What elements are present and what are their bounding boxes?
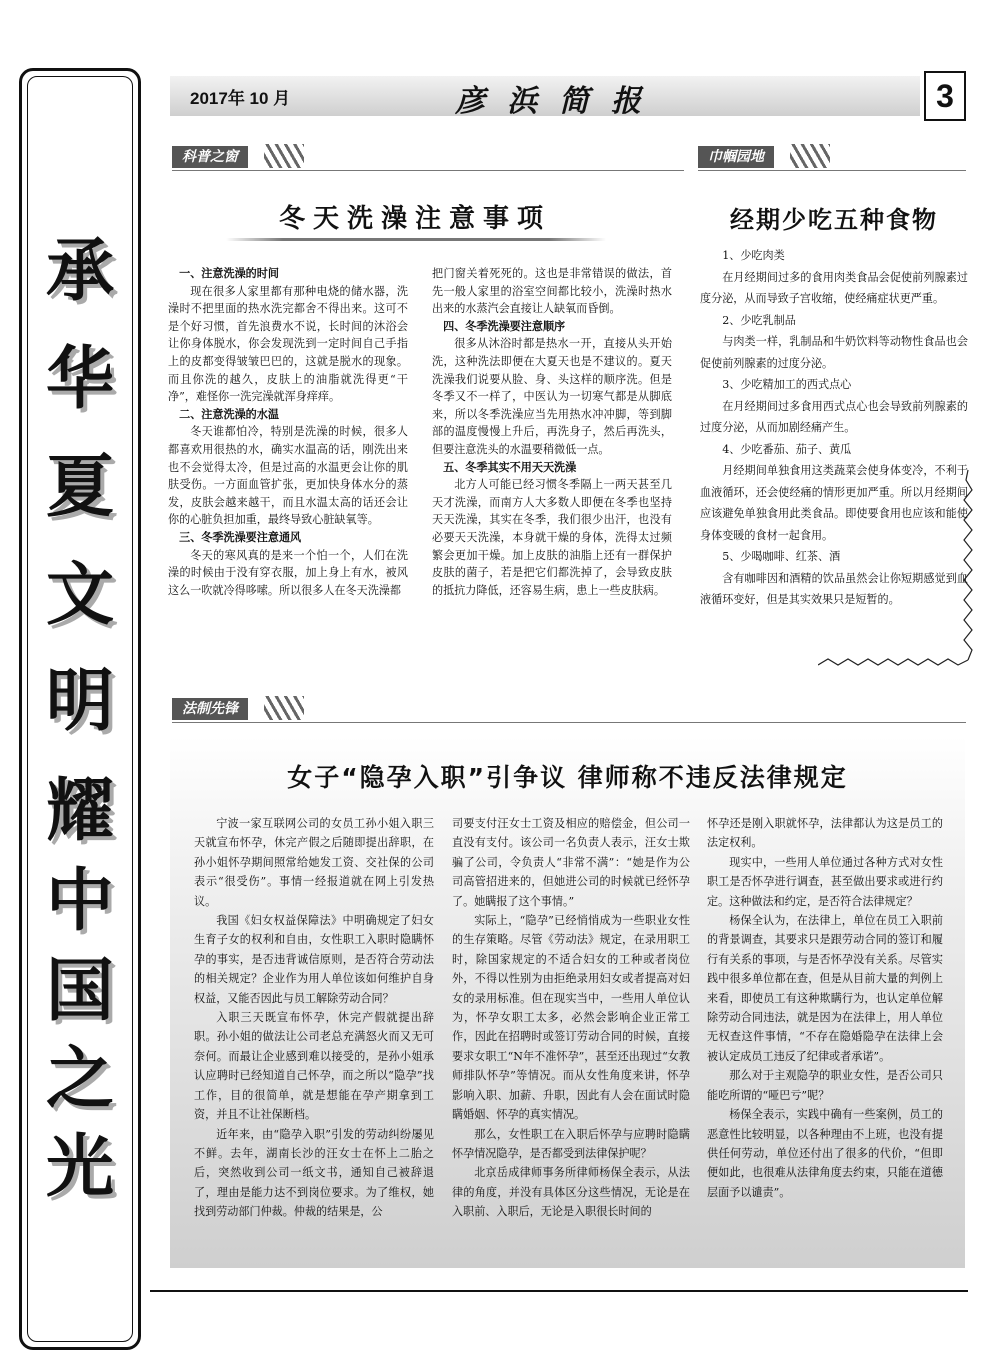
diagonal-stripes-icon [264,696,304,720]
paragraph: 杨保全认为，在法律上，单位在员工入职前的背景调查，其要求只是跟劳动合同的签订和履行有关系的事项，与是否怀孕没有关系。尽管实践中很多单位都在查，但是从目前大量的判例上来看，即使员工有这种欺瞒行为，也认定单位解除劳动合同违法，就是因为在法律上，用人单位无权查这件事情，“不存在隐婚隐孕在法律上会被认定成员工违反了纪律或者承诺”。 [707,914,943,1063]
paragraph: 在月经期间过多的食用肉类食品会促使前列腺素过度分泌，从而导致子宫收缩，使经痛症状更严重。 [700,270,968,305]
banner-char: 承 [45,231,114,311]
page-number: 3 [924,71,966,121]
law-column-3 [707,814,943,1202]
banner-char: 文 [45,555,114,635]
diagonal-stripes-icon [790,144,830,168]
section-tag-women: 巾帼园地 [698,146,774,168]
paragraph: 冬天谁都怕冷，特别是洗澡的时候，很多人都喜欢用很热的水，确实水温高的话，刚洗出来也不会觉得太冷，但是过高的水温更会让你的肌肤受伤。一方面血管扩张，更加快身体水分的蒸发，皮肤会越来越干，而且水温太高的话还会让你的心脏负担加重，最终导致心脏缺氧等。 [168,425,408,527]
banner-char: 国 [45,951,114,1031]
paragraph: 月经期间单独食用这类蔬菜会使身体变冷，不利于血液循环，还会使经痛的情形更加严重。所以月经期间应该避免单独食用此类食品。即使要食用也应该和能使身体变暖的食材一起食用。 [700,464,968,542]
science-column-1 [168,265,408,599]
list-heading: 1、少吃肉类 [722,249,785,262]
zigzag-decoration [818,470,978,670]
subheading: 三、冬季洗澡要注意通风 [179,530,302,544]
paragraph: 入职三天既宣布怀孕，休完产假就提出辞职。孙小姐的做法让公司老总充满怒火而又无可奈何。而最让企业感到难以接受的，是孙小姐承认应聘时已经知道自己怀孕，而之所以“隐孕”找工作，目的很简单，就是想能在孕产期拿到工资，并且不让社保断档。 [194,1011,434,1122]
paragraph: 我国《妇女权益保障法》中明确规定了妇女生育子女的权利和自由，女性职工入职时隐瞒怀孕的事实，是否违背诚信原则，是否符合劳动法的相关规定？企业作为用人单位该如何维护自身权益，又能否因此与员工解除劳动合同？ [194,914,434,1005]
list-heading: 4、少吃番茄、茄子、黄瓜 [722,442,852,456]
paragraph: 那么，女性职工在入职后怀孕与应聘时隐瞒怀孕情况隐孕，是否都受到法律保护呢？ [452,1127,690,1160]
list-heading: 3、少吃精加工的西式点心 [722,378,852,391]
paragraph: 那么对于主观隐孕的职业女性，是否公司只能吃所谓的“哑巴亏”呢？ [707,1069,943,1102]
list-heading: 2、少吃乳制品 [722,313,796,327]
banner-char: 耀 [45,771,114,851]
section-rule [698,170,966,171]
title-underline [226,238,606,241]
paragraph: 把门窗关着死死的。这也是非常错误的做法，首先一般人家里的浴室空间都比较小，洗澡时热水出来的水蒸汽会直接让人缺氧而昏倒。 [432,267,672,316]
subheading: 五、冬季其实不用天天洗澡 [443,460,577,474]
diagonal-stripes-icon [264,144,304,168]
newspaper-title: 彦浜简报 [455,84,663,119]
paragraph: 北方人可能已经习惯冬季隔上一两天甚至几天才洗澡，而南方人大多数人即便在冬季也坚持天天洗澡，其实在冬季，我们很少出汗，也没有必要天天洗澡，本身就干燥的身体，洗得太过频繁会更加干燥。加上皮肤的油脂上还有一群保护皮肤的菌子，若是把它们都洗掉了，会导致皮肤的抵抗力降低，还容易生病，患上一些皮肤病。 [432,478,672,597]
subheading: 一、注意洗澡的时间 [179,267,279,280]
paragraph: 现在很多人家里都有那种电烧的储水器，洗澡时不把里面的热水洗完都舍不得出来。这可不是个好习惯，首先浪费水不说，长时间的沐浴会让你身体脱水，你会发现洗到一定时间自己手指上的皮都变得皱皱巴巴的，这就是脱水的现象。而且你洗的越久，皮肤上的油脂就洗得更“干净”，难怪你一洗完澡就浑身痒痒。 [168,284,408,404]
paragraph: 宁波一家互联网公司的女员工孙小姐入职三天就宣布怀孕，休完产假之后随即提出辞职，在孙小姐怀孕期间照常给她发工资、交社保的公司表示“很受伤”。事情一经报道就在网上引发热议。 [194,817,434,908]
paragraph: 很多从沐浴时都是热水一开，直接从头开始洗，这种洗法即便在大夏天也是不建议的。夏天洗澡我们说要从脸、身、头这样的顺序洗。但是冬季又不一样了，中医认为一切寒气都是从脚底来，所以冬季洗澡应当先用热水冲冲脚，等到脚部的温度慢慢上升后，再洗身子，然后再洗头，但要注意洗头的水温要稍微低一点。 [432,337,672,456]
banner-char: 之 [45,1039,114,1119]
subheading: 四、冬季洗澡要注意顺序 [443,319,566,333]
paragraph: 近年来，由“隐孕入职”引发的劳动纠纷屡见不鲜。去年，湖南长沙的汪女士在怀上二胎之后，突然收到公司一纸文书，通知自己被辞退了，理由是能力达不到岗位要求。为了维权，她找到劳动部门仲裁。仲裁的结果是，公 [194,1127,434,1219]
banner-char: 光 [45,1127,114,1207]
article-title-menstruation: 经期少吃五种食物 [730,206,938,234]
paragraph: 现实中，一些用人单位通过各种方式对女性职工是否怀孕进行调查，甚至做出要求或进行约定。这种做法和约定，是否符合法律规定？ [707,855,943,908]
section-tag-law: 法制先锋 [172,698,248,720]
paragraph: 司要支付汪女士工资及相应的赔偿金，但公司一直没有支付。该公司一名负责人表示，汪女士欺骗了公司，令负责人“非常不满”：“她是作为公司高管招进来的，但她进公司的时候就已经怀孕了。她瞒报了这个事情。” [452,817,690,908]
paragraph: 在月经期间过多食用西式点心也会导致前列腺素的过度分泌，从而加剧经痛产生。 [700,399,968,434]
paragraph: 冬天的寒风真的是来一个怕一个，人们在洗澡的时候由于没有穿衣服，加上身上有水，被风这么一吹就冷得哆嗦。所以很多人在冬天洗澡都 [168,548,408,597]
banner-char: 华 [45,339,114,419]
list-heading: 5、少喝咖啡、红茶、酒 [722,550,841,563]
section-tag-science: 科普之窗 [172,146,248,168]
vertical-banner [19,68,141,1350]
paragraph: 怀孕还是刚入职就怀孕，法律都认为这是员工的法定权利。 [707,817,943,850]
banner-char: 中 [45,861,114,941]
law-column-1 [194,814,434,1222]
section-rule [172,722,966,723]
banner-char: 夏 [45,447,114,527]
paragraph: 实际上，“隐孕”已经悄悄成为一些职业女性的生存策略。尽管《劳动法》规定，在录用职工时，除国家规定的不适合妇女的工种或者岗位外，不得以性别为由拒绝录用妇女或者提高对妇女的录用标准。但在现实当中，一些用人单位认为，怀孕女职工太多，必然会影响企业正常工作，因此在招聘时或签订劳动合同的时候，直接要求女职工“N年不准怀孕”，甚至还出现过“女教师排队怀孕”等情况。而从女性角度来讲，怀孕影响入职、加薪、升职，因此有人会在面试时隐瞒婚姻、怀孕的真实情况。 [452,914,690,1122]
article-title-hidden-pregnancy: 女子“隐孕入职”引争议 律师称不违反法律规定 [287,763,848,792]
issue-date: 2017年 10 月 [190,89,291,108]
banner-char: 明 [45,661,114,741]
paragraph: 与肉类一样，乳制品和牛奶饮料等动物性食品也会促使前列腺素的过度分泌。 [700,335,968,370]
paragraph: 含有咖啡因和酒精的饮品虽然会让你短期感觉到血液循环变好，但是其实效果只是短暂的。 [700,571,968,606]
section-rule [172,170,684,171]
paragraph: 杨保全表示，实践中确有一些案例，员工的恶意性比较明显，以各种理由不上班，也没有提供任何劳动，单位还付出了很多的代价，“但即便如此，也很难从法律角度去约束，只能在道德层面予以谴责”。 [707,1108,943,1199]
article-title-winter-bath: 冬天洗澡注意事项 [278,204,551,234]
bottom-rule [150,1290,968,1292]
paragraph: 北京岳成律师事务所律师杨保全表示，从法律的角度，并没有具体区分这些情况，无论是在入职前、入职后，无论是入职很长时间的 [452,1166,690,1219]
law-column-2 [452,814,690,1222]
science-column-2 [432,265,672,599]
subheading: 二、注意洗澡的水温 [179,407,279,421]
